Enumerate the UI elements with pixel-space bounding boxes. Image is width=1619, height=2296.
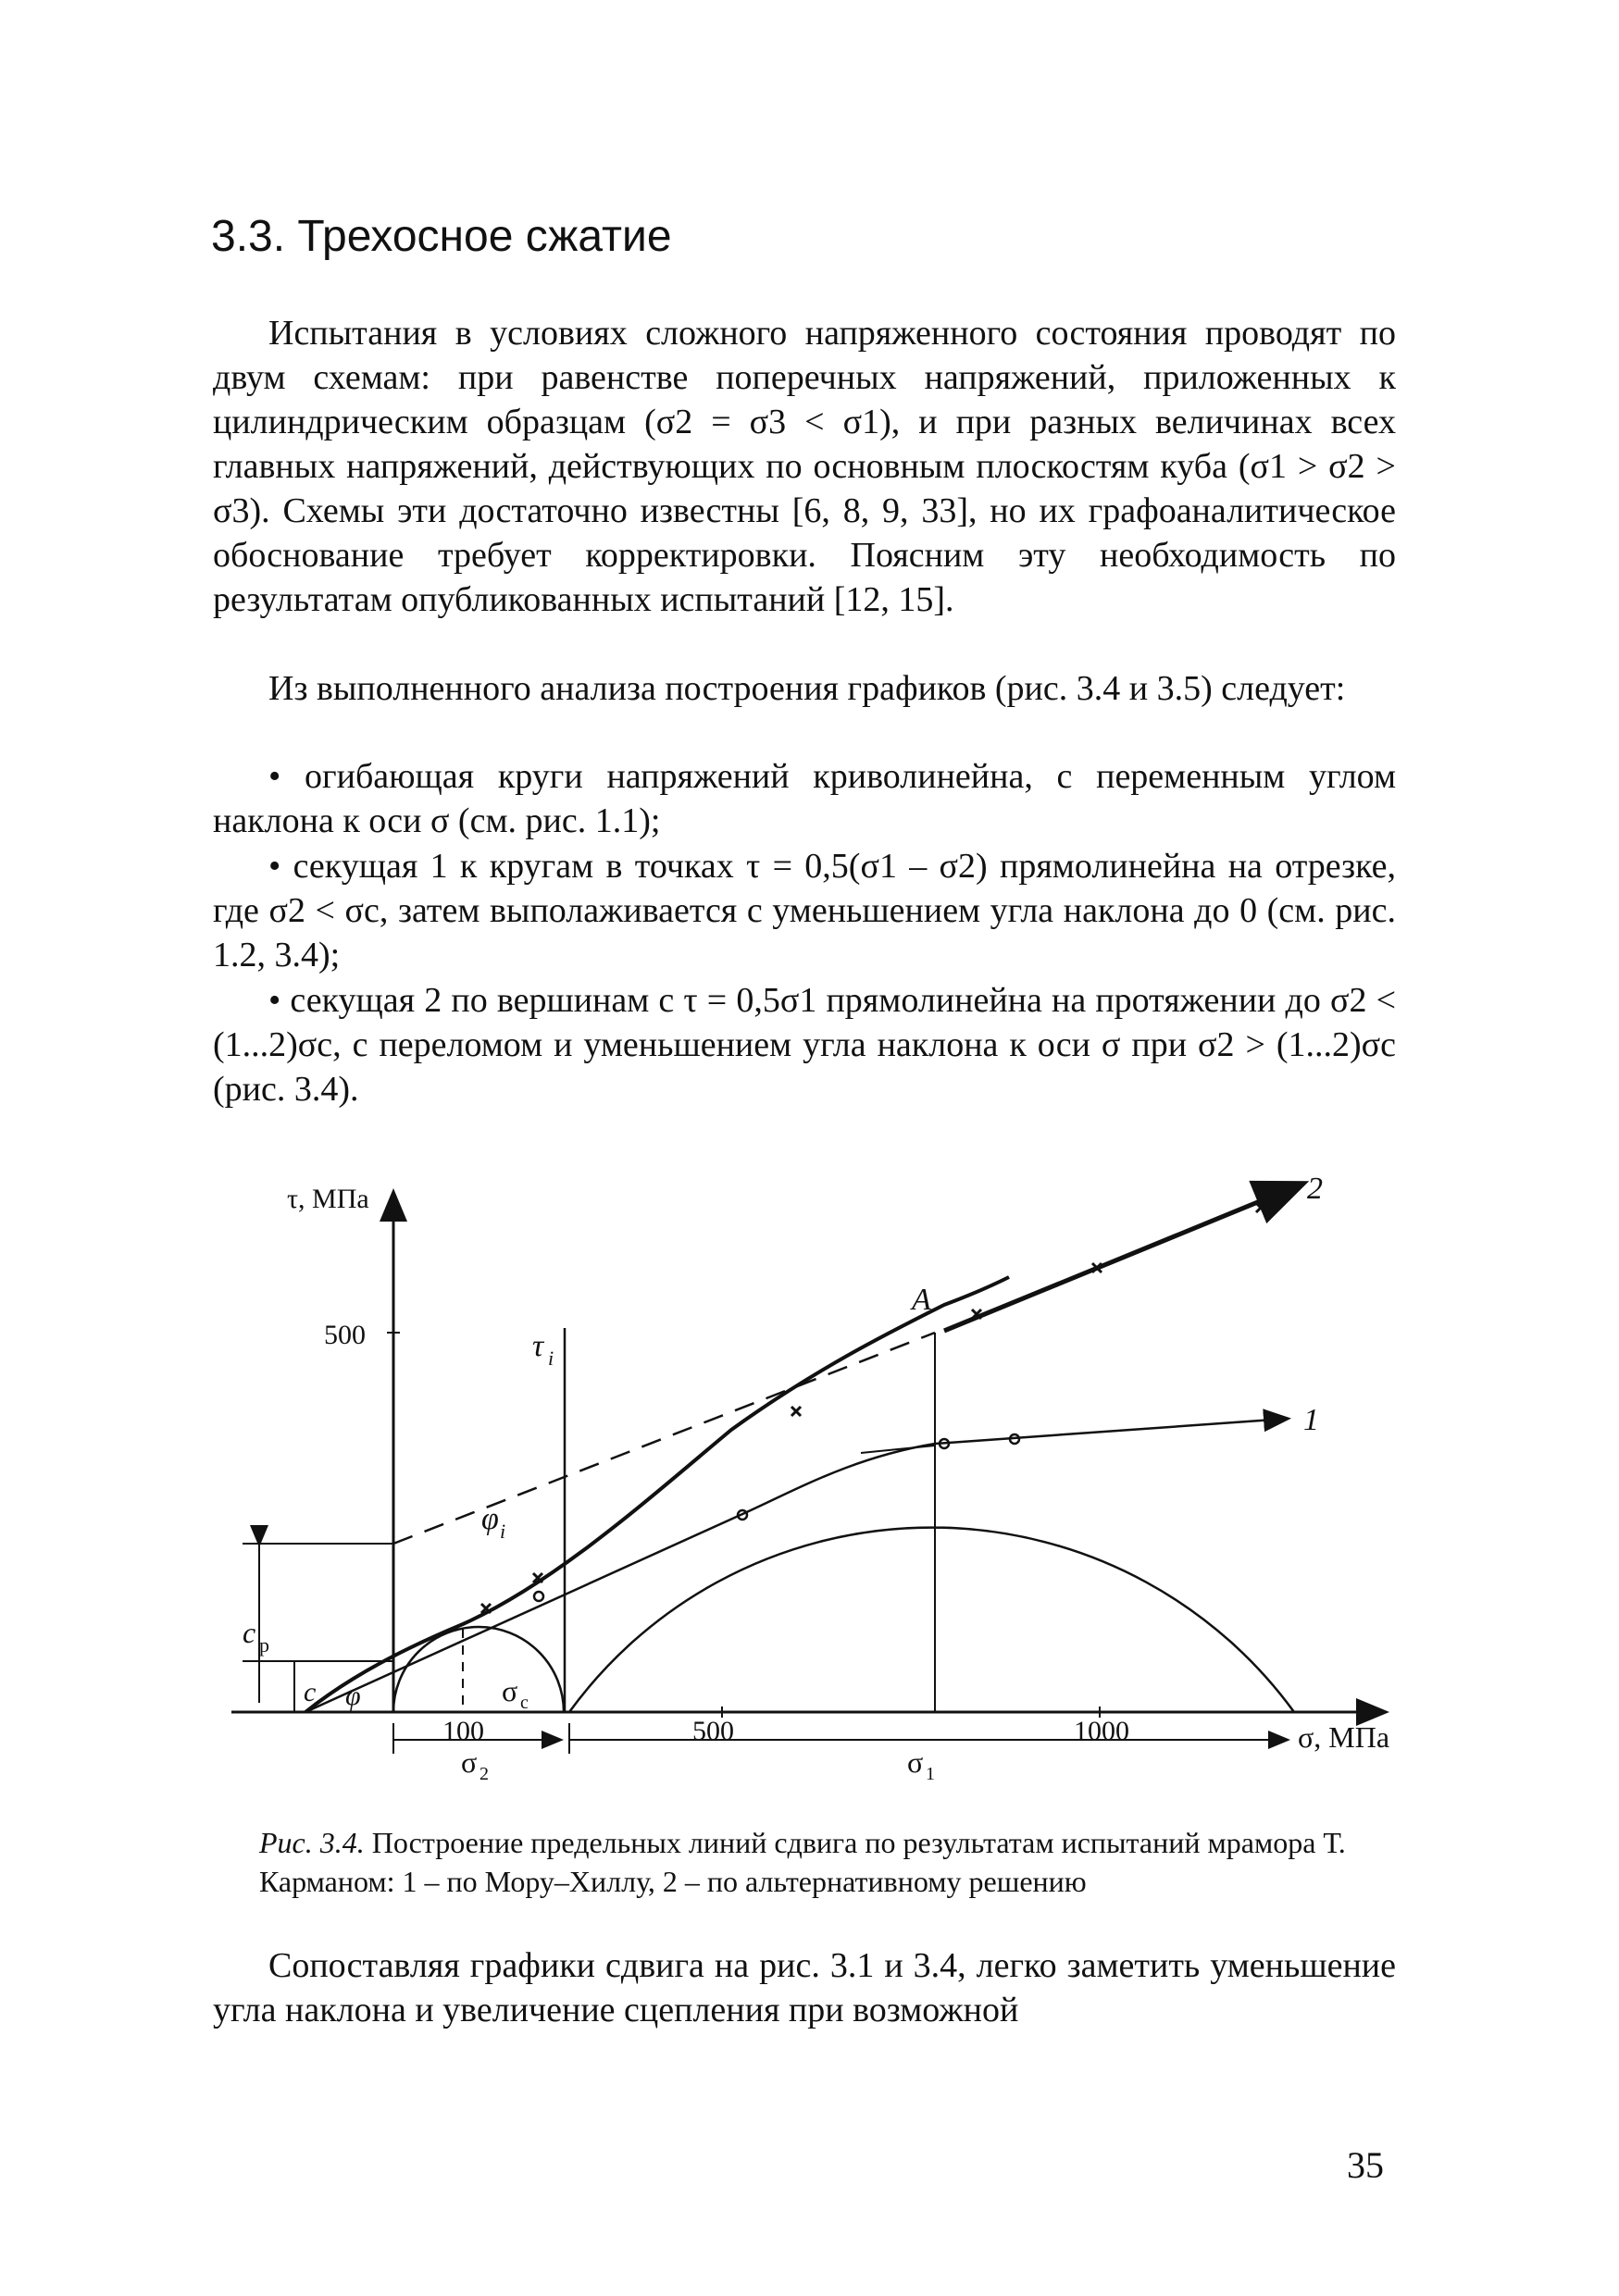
svg-text:p: p [259, 1633, 269, 1657]
tau-i-label: τ [532, 1329, 544, 1363]
x-tick-100: 100 [442, 1716, 484, 1746]
paragraph-1: Испытания в условиях сложного напряженного состояния проводят по двум схемам: при равенстве поперечных напряжений, приложенных к цилиндрическим образцам (σ2 = σ3 < σ1), и при разных величинах всех главных напряжений, действующих по основным плоскостям куба (σ1 > σ2 > σ3). Схемы эти достаточно известны [6, 8, 9, 33], но их графоаналитическое обоснование требует корректировки. Поясним эту необходимость по результатам опубликованных испытаний [12, 15]. [213, 314, 1396, 619]
svg-text:1: 1 [926, 1764, 935, 1784]
x-tick-500: 500 [692, 1716, 734, 1746]
large-mohr-circle [569, 1528, 1294, 1712]
section-heading: 3.3. Трехосное сжатие [211, 212, 672, 261]
line-2 [944, 1185, 1301, 1331]
paragraph-3: Сопоставляя графики сдвига на рис. 3.1 и 3.4, легко заметить уменьшение угла наклона и увеличение сцепления при возможной [213, 1946, 1396, 2029]
line-2-label: 2 [1307, 1172, 1323, 1206]
bullet-1: • огибающая круги напряжений криволинейна, с переменным углом наклона к оси σ (см. рис. 1.1); [213, 757, 1396, 840]
svg-text:i: i [500, 1520, 506, 1543]
bullet-3: • секущая 2 по вершинам с τ = 0,5σ1 прямолинейна на протяжении до σ2 < (1...2)σc, с переломом и уменьшением угла наклона к оси σ при σ2 > (1...2)σc (рис. 3.4). [213, 981, 1397, 1109]
page-number: 35 [1347, 2144, 1384, 2186]
y-tick-label: 500 [324, 1320, 366, 1350]
envelope-curve [305, 1277, 1009, 1712]
dashed-tangent [393, 1333, 935, 1544]
sigma-c-label: σ [502, 1674, 518, 1707]
svg-text:2: 2 [479, 1764, 489, 1784]
c-label: c [304, 1677, 317, 1707]
caption-prefix: Рис. 3.4. [259, 1826, 365, 1859]
cp-label: c [243, 1616, 256, 1649]
svg-text:i: i [548, 1347, 554, 1370]
phi-small-label: φ [345, 1681, 361, 1711]
bullet-2: • секущая 1 к кругам в точках τ = 0,5(σ1 – σ2) прямолинейна на отрезке, где σ2 < σc, затем выполаживается с уменьшением угла наклона до 0 (см. рис. 1.2, 3.4); [213, 847, 1396, 974]
paragraph-2: Из выполненного анализа построения графиков (рис. 3.4 и 3.5) следует: [268, 669, 1346, 708]
figure-caption [259, 1823, 1351, 1901]
x-axis-label: σ, МПа [1298, 1720, 1390, 1754]
y-axis-label: τ, МПа [287, 1184, 369, 1214]
small-mohr-circle [393, 1627, 564, 1712]
markers-x [481, 1203, 1265, 1613]
caption-text: Построение предельных линий сдвига по результатам испытаний мрамора Т. Карманом: 1 – по Мору–Хиллу, 2 – по альтернативному решению [259, 1826, 1346, 1898]
x-tick-1000: 1000 [1074, 1716, 1129, 1746]
line-1 [305, 1419, 1287, 1712]
sigma2-label: σ [461, 1745, 478, 1779]
point-a-label: A [912, 1283, 931, 1317]
line-1-label: 1 [1303, 1403, 1319, 1437]
phi-i-label: φ [481, 1502, 499, 1536]
svg-text:c: c [520, 1693, 529, 1713]
sigma1-label: σ [907, 1745, 924, 1779]
